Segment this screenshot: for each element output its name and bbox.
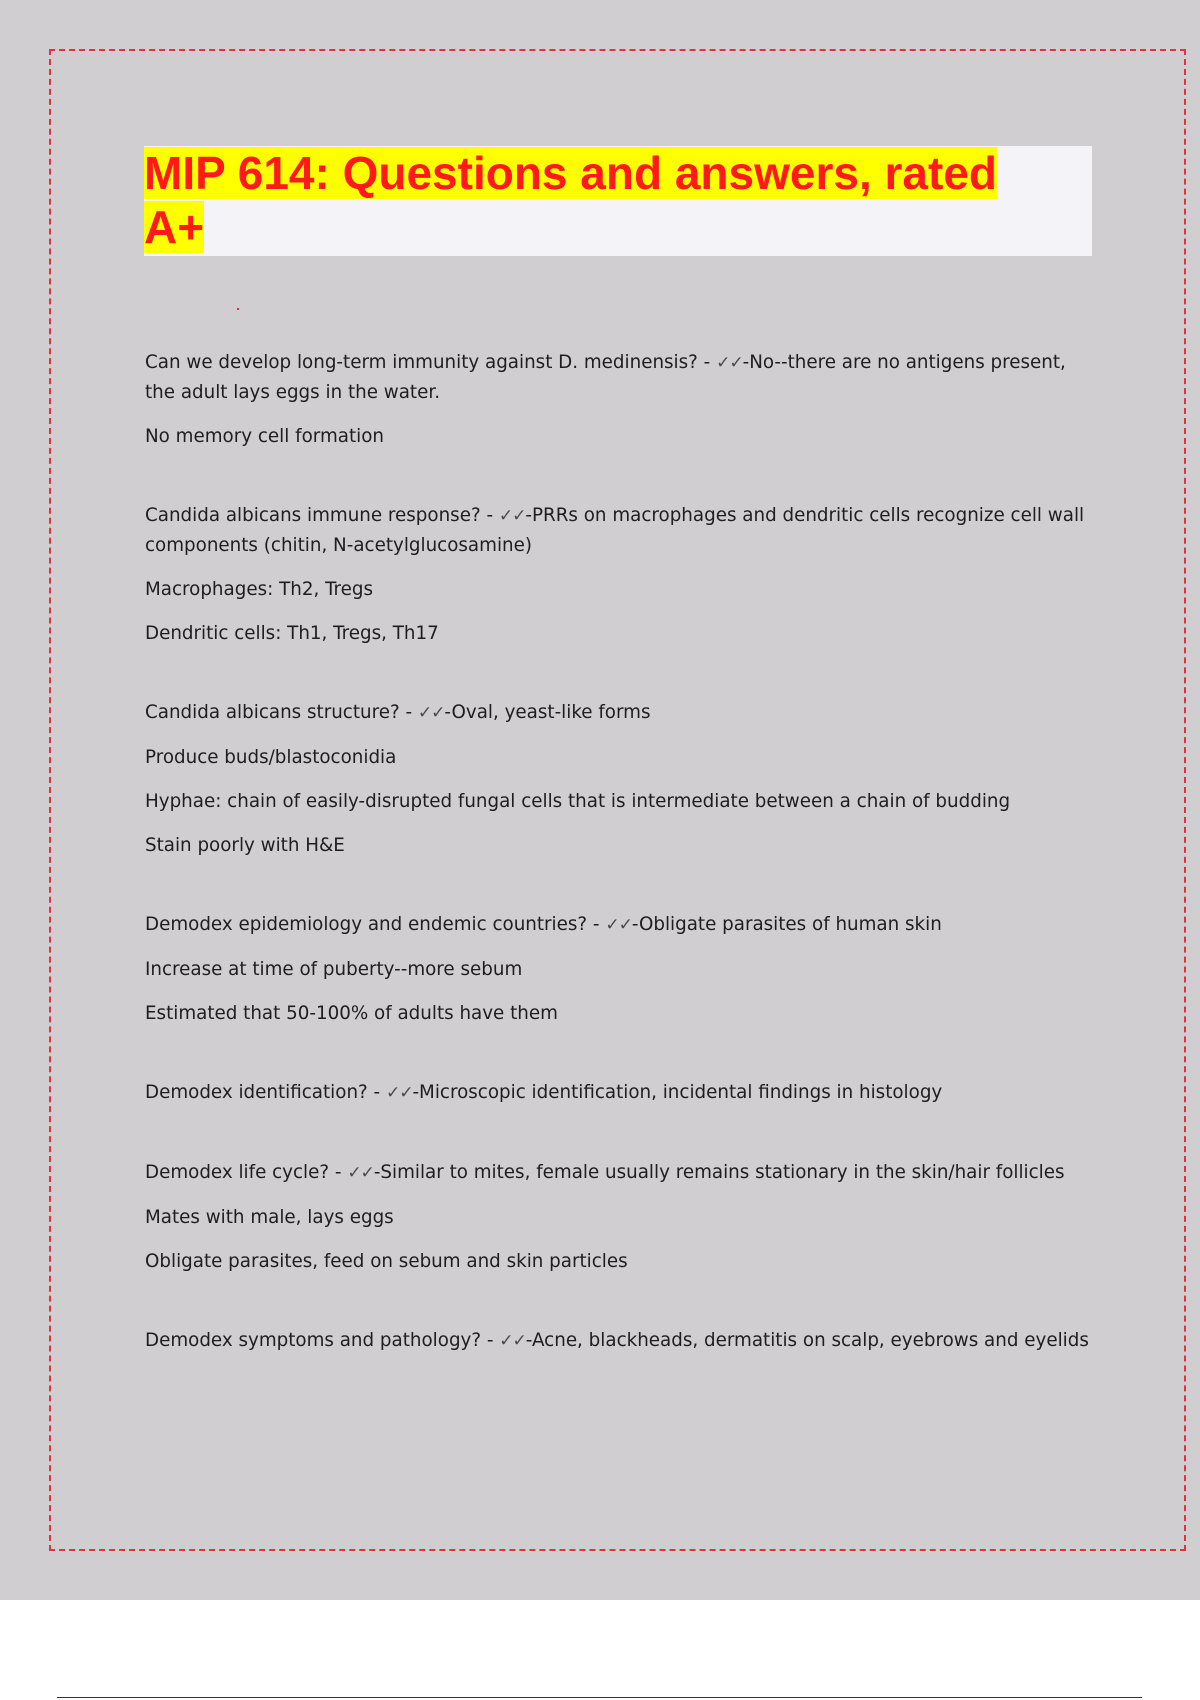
question-text: Demodex identification? -	[145, 1082, 386, 1103]
answer-text: -Oval, yeast-like forms	[444, 702, 651, 723]
double-check-icon: ✓✓	[716, 353, 743, 373]
question-text: Demodex epidemiology and endemic countries? -	[145, 914, 606, 935]
double-check-icon: ✓✓	[499, 1331, 526, 1351]
title-text: MIP 614: Questions and answers, rated A+	[144, 147, 997, 253]
question-text: Candida albicans immune response? -	[145, 505, 499, 526]
answer-text: -Obligate parasites of human skin	[631, 914, 942, 935]
footer-rule	[57, 1697, 1142, 1698]
document-title	[144, 146, 1064, 254]
qa-item	[145, 1078, 1095, 1108]
qa-question-line	[145, 1158, 1095, 1188]
double-check-icon: ✓✓	[498, 506, 526, 526]
stray-dot	[237, 308, 239, 310]
answer-detail-line: Stain poorly with H&E	[145, 835, 345, 856]
answer-text: -Similar to mites, female usually remains stationary in the skin/hair follicles	[373, 1162, 1065, 1183]
qa-question-line	[145, 910, 1095, 940]
answer-detail-line: Estimated that 50-100% of adults have them	[145, 1003, 558, 1024]
answer-detail-line: Hyphae: chain of easily-disrupted fungal cells that is intermediate between a chain of budding	[145, 791, 1011, 812]
qa-item	[145, 1326, 1095, 1356]
double-check-icon: ✓✓	[605, 915, 632, 935]
answer-detail-line: Produce buds/blastoconidia	[145, 747, 397, 768]
answer-detail-line: Macrophages: Th2, Tregs	[145, 579, 374, 600]
qa-item	[145, 910, 1095, 1028]
double-check-icon: ✓✓	[347, 1163, 374, 1183]
double-check-icon: ✓✓	[417, 703, 445, 723]
question-text: Can we develop long-term immunity against D. medinensis? -	[145, 352, 717, 373]
answer-detail-line: Dendritic cells: Th1, Tregs, Th17	[145, 623, 439, 644]
qa-question-line	[145, 1326, 1095, 1356]
qa-item	[145, 1158, 1095, 1276]
qa-question-line	[145, 348, 1095, 407]
qa-item	[145, 501, 1095, 648]
answer-text: -No--there are no antigens present, the adult lays eggs in the water.	[145, 352, 1066, 403]
double-check-icon: ✓✓	[385, 1083, 413, 1103]
question-text: Candida albicans structure? -	[145, 702, 418, 723]
qa-item	[145, 698, 1095, 860]
answer-text: -Acne, blackheads, dermatitis on scalp, eyebrows and eyelids	[525, 1330, 1089, 1351]
qa-question-line	[145, 1078, 1095, 1108]
answer-detail-line: No memory cell formation	[145, 426, 384, 447]
qa-question-line	[145, 698, 1095, 728]
answer-text: -Microscopic identification, incidental findings in histology	[412, 1082, 943, 1103]
qa-list	[145, 348, 1095, 1371]
qa-item	[145, 348, 1095, 451]
question-text: Demodex symptoms and pathology? -	[145, 1330, 500, 1351]
answer-detail-line: Obligate parasites, feed on sebum and skin particles	[145, 1251, 628, 1272]
answer-text: -PRRs on macrophages and dendritic cells recognize cell wall components (chitin, N-acetylglucosamine)	[145, 505, 1085, 556]
qa-question-line	[145, 501, 1095, 560]
answer-detail-line: Mates with male, lays eggs	[145, 1207, 394, 1228]
answer-detail-line: Increase at time of puberty--more sebum	[145, 959, 523, 980]
question-text: Demodex life cycle? -	[145, 1162, 348, 1183]
